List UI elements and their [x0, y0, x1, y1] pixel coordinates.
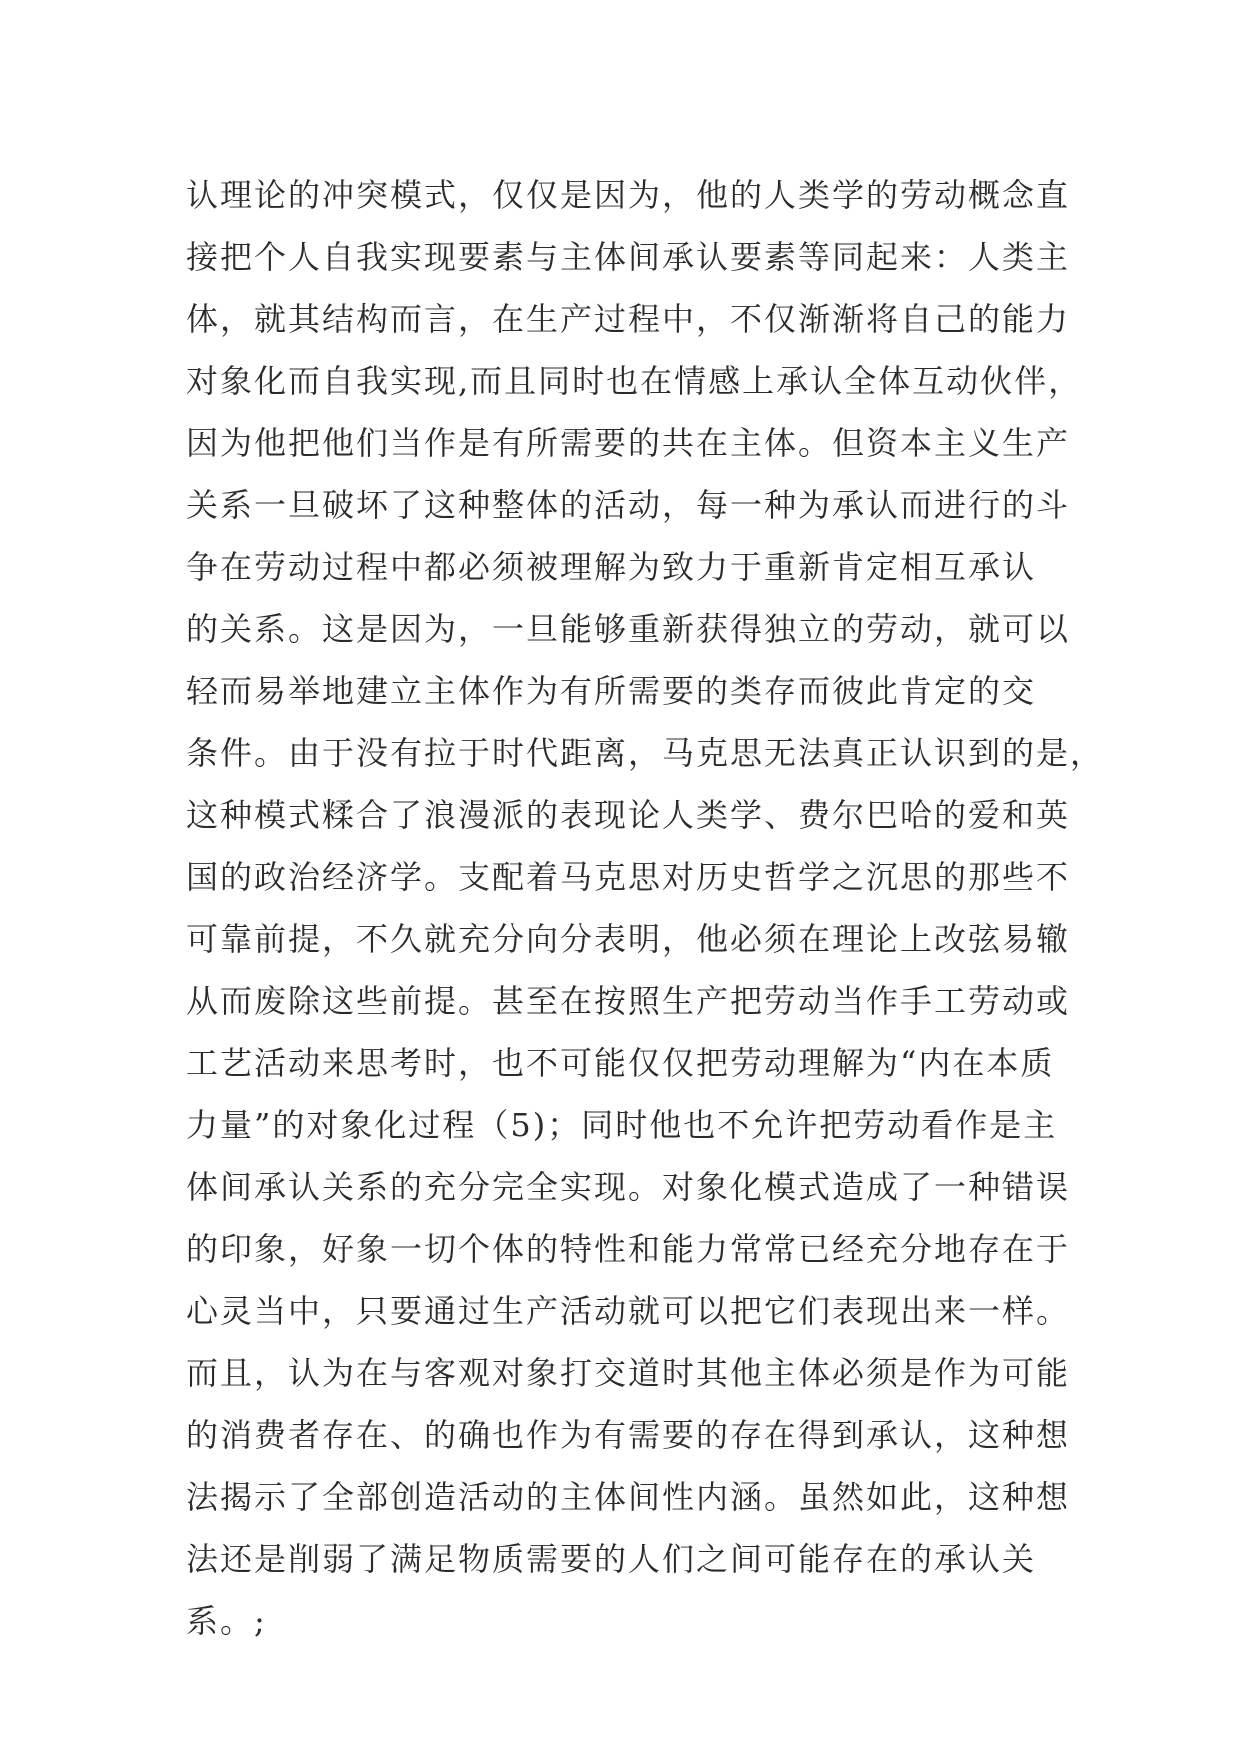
text-line: 工艺活动来思考时，也不可能仅仅把劳动理解为“内在本质	[186, 1044, 1055, 1082]
text-line: 的消费者存在、的确也作为有需要的存在得到承认，这种想	[186, 1416, 1071, 1454]
text-line: 体，就其结构而言，在生产过程中，不仅渐渐将自己的能力	[186, 300, 1071, 338]
text-line: 这种模式糅合了浪漫派的表现论人类学、费尔巴哈的爱和英	[186, 796, 1071, 834]
text-line: 因为他把他们当作是有所需要的共在主体。但资本主义生产	[186, 424, 1071, 462]
text-line: 体间承认关系的充分完全实现。对象化模式造成了一种错误	[186, 1168, 1071, 1206]
text-line: 接把个人自我实现要素与主体间承认要素等同起来：人类主	[186, 238, 1071, 276]
text-line: 力量”的对象化过程（5)；同时他也不允许把劳动看作是主	[186, 1106, 1058, 1144]
text-line: 国的政治经济学。支配着马克思对历史哲学之沉思的那些不	[186, 858, 1071, 896]
text-line: 系。;	[186, 1602, 267, 1640]
text-line: 法还是削弱了满足物质需要的人们之间可能存在的承认关	[186, 1540, 1037, 1578]
text-line: 轻而易举地建立主体作为有所需要的类存而彼此肯定的交	[186, 672, 1037, 710]
text-line: 可靠前提，不久就充分向分表明，他必须在理论上改弦易辙	[186, 920, 1071, 958]
text-line: 关系一旦破坏了这种整体的活动，每一种为承认而进行的斗	[186, 486, 1071, 524]
text-line: 认理论的冲突模式，仅仅是因为，他的人类学的劳动概念直	[186, 176, 1071, 214]
text-line: 对象化而自我实现,而且同时也在情感上承认全体互动伙伴，	[186, 362, 1083, 400]
text-line: 的关系。这是因为，一旦能够重新获得独立的劳动，就可以	[186, 610, 1071, 648]
text-line: 的印象，好象一切个体的特性和能力常常已经充分地存在于	[186, 1230, 1071, 1268]
text-line: 心灵当中，只要通过生产活动就可以把它们表现出来一样。	[186, 1292, 1071, 1330]
text-line: 条件。由于没有拉于时代距离，马克思无法真正认识到的是，	[186, 734, 1105, 772]
text-line: 法揭示了全部创造活动的主体间性内涵。虽然如此，这种想	[186, 1478, 1071, 1516]
text-line: 争在劳动过程中都必须被理解为致力于重新肯定相互承认	[186, 548, 1037, 586]
body-text	[186, 164, 1105, 1652]
text-line: 从而废除这些前提。甚至在按照生产把劳动当作手工劳动或	[186, 982, 1071, 1020]
text-line: 而且，认为在与客观对象打交道时其他主体必须是作为可能	[186, 1354, 1071, 1392]
